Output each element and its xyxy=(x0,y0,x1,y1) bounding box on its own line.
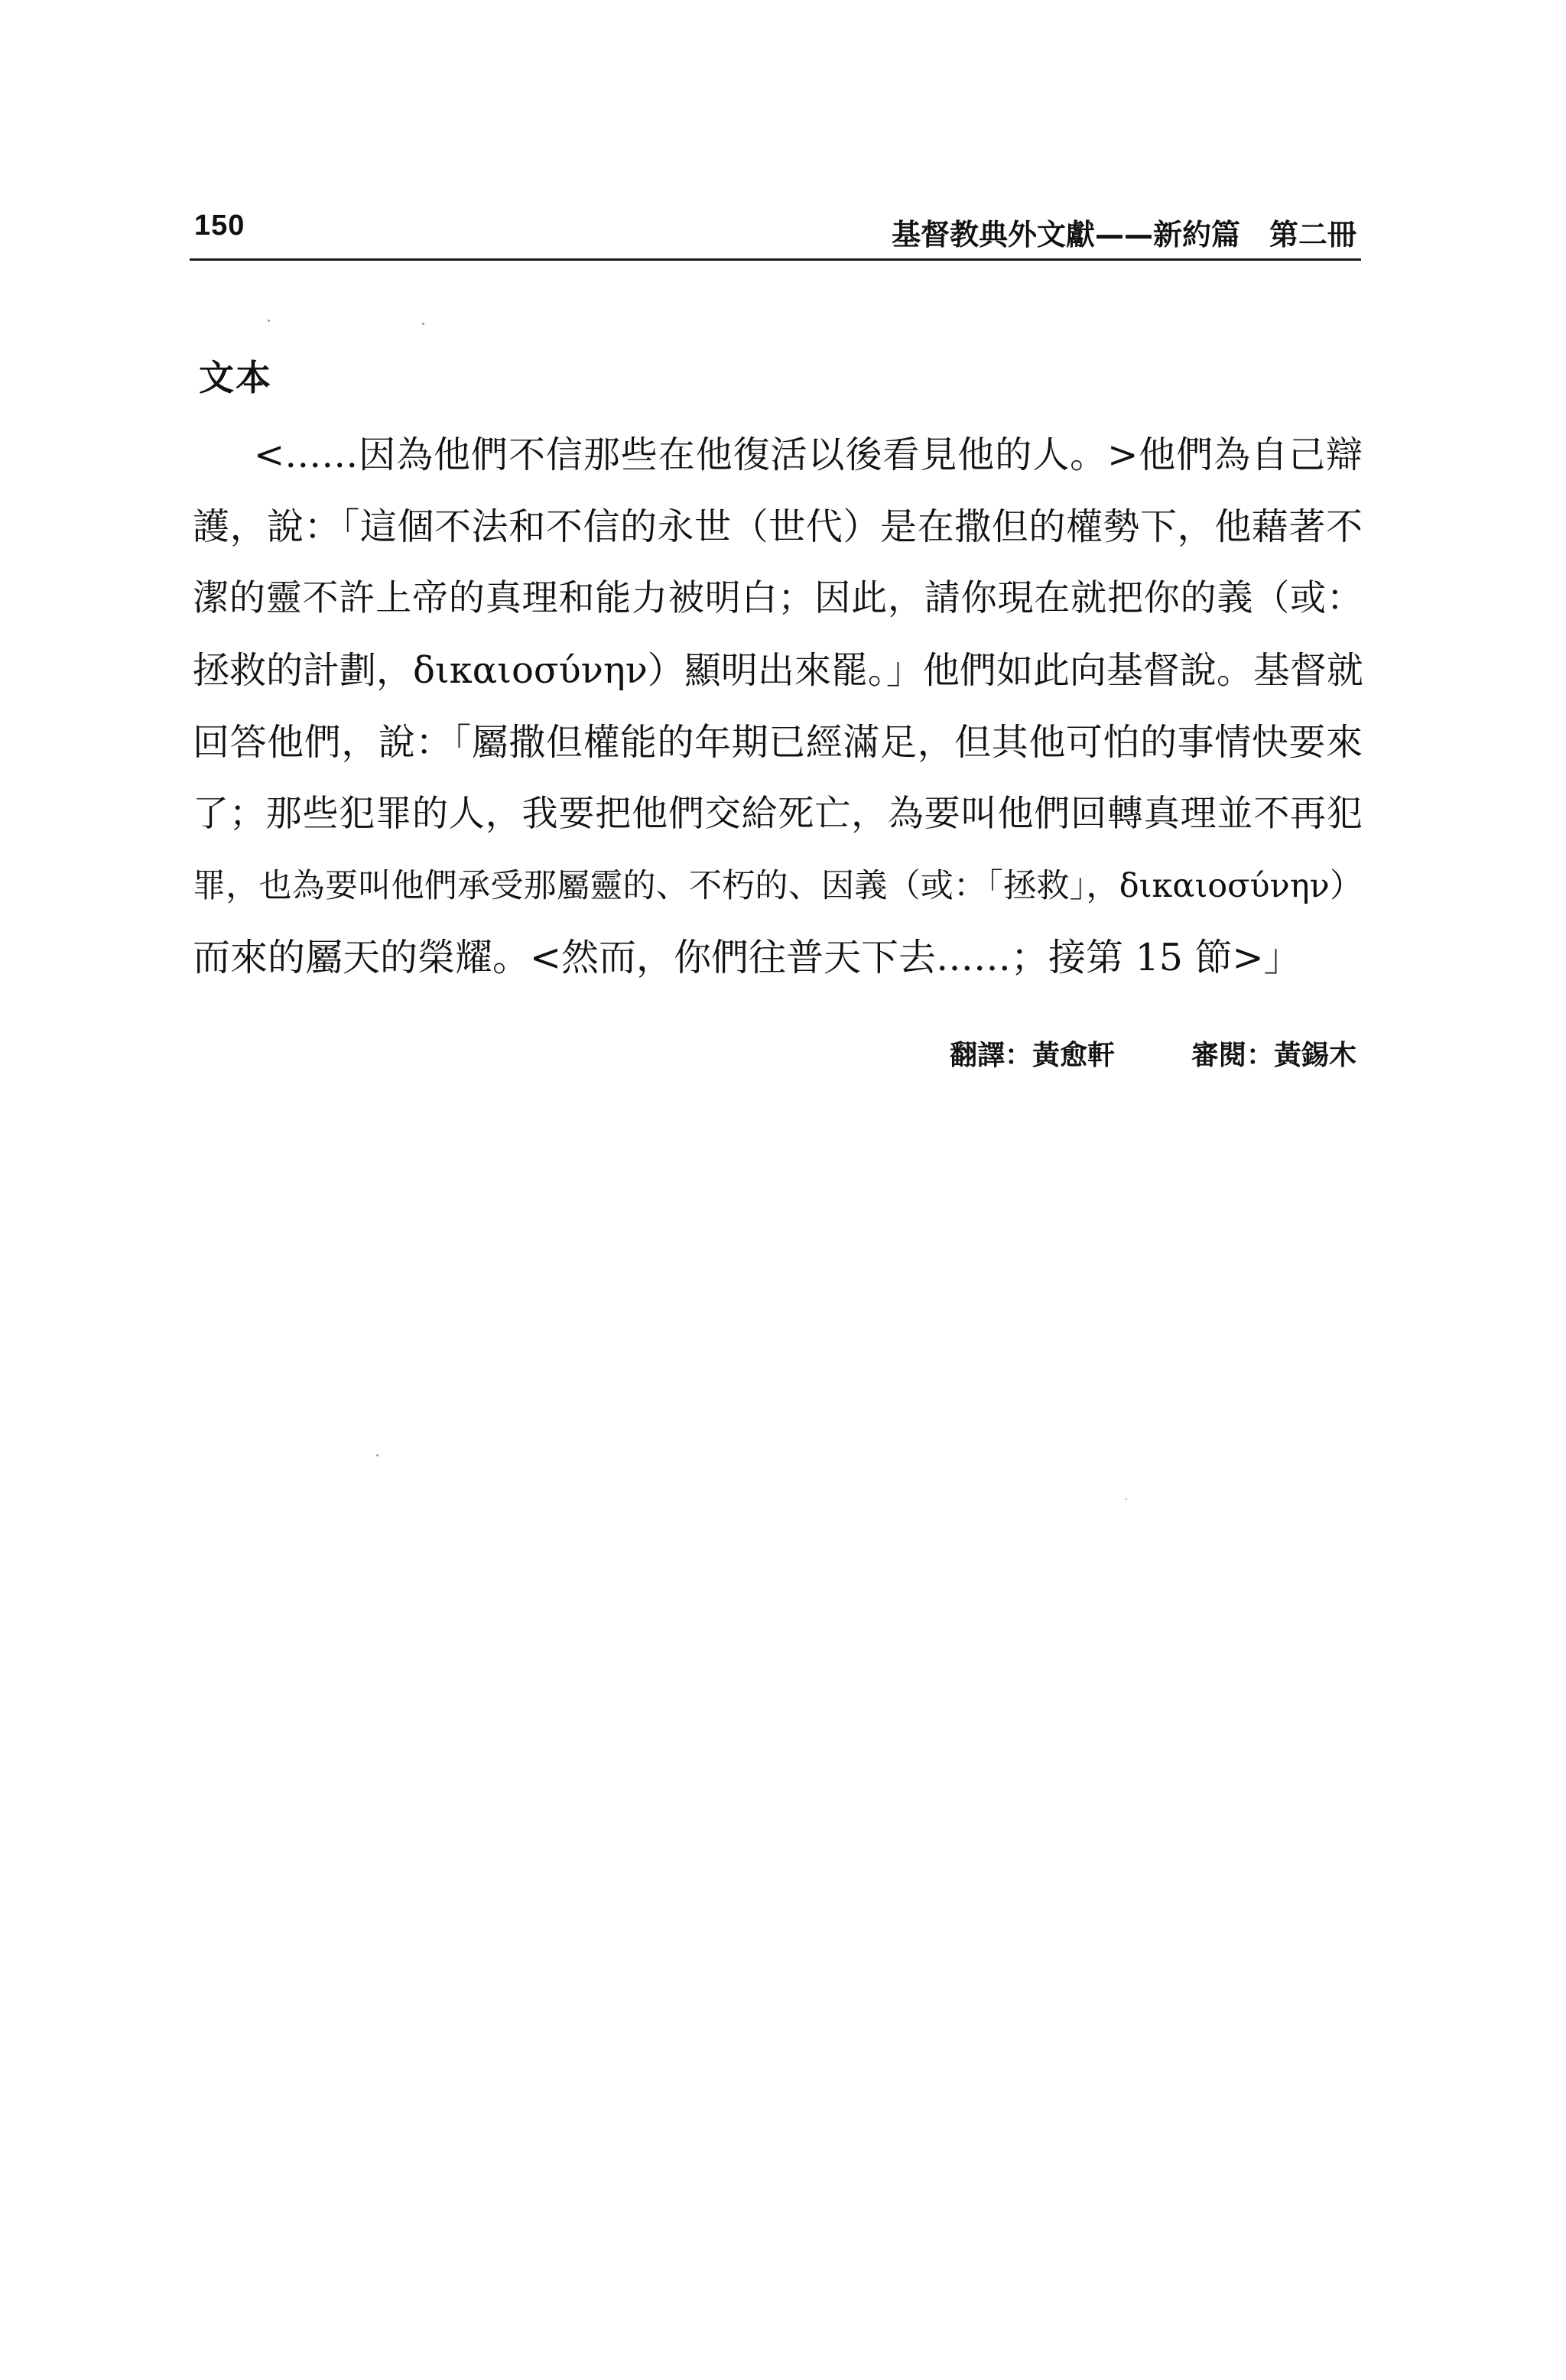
body-line: 罪，也為要叫他們承受那屬靈的、不朽的、因義（或：「拯救」，δικαιοσύνην） xyxy=(193,867,1363,905)
reviewer-credit: 審閱：黃錫木 xyxy=(1191,1040,1356,1071)
scan-speck xyxy=(268,320,270,322)
translator-credit: 翻譯：黃愈軒 xyxy=(949,1040,1115,1071)
body-line: 回答他們，說：「屬撒但權能的年期已經滿足，但其他可怕的事情快要來 xyxy=(193,721,1363,764)
body-line: 潔的靈不許上帝的真理和能力被明白；因此，請你現在就把你的義（或： xyxy=(193,577,1363,619)
section-heading: 文本 xyxy=(199,357,272,398)
body-line: 護，說：「這個不法和不信的永世（世代）是在撒但的權勢下，他藉著不 xyxy=(193,505,1363,548)
body-paragraph xyxy=(193,419,1363,994)
body-line: 而來的屬天的榮耀。<然而，你們往普天下去……；接第 15 節>」 xyxy=(193,936,1301,979)
scan-speck xyxy=(376,1454,379,1456)
credits xyxy=(950,1034,1356,1073)
scan-speck xyxy=(1126,1498,1127,1500)
body-line: 了；那些犯罪的人，我要把他們交給死亡，為要叫他們回轉真理並不再犯 xyxy=(193,793,1363,835)
body-line: 拯救的計劃，δικαιοσύνην）顯明出來罷。」他們如此向基督說。基督就 xyxy=(193,649,1363,692)
page-number: 150 xyxy=(194,209,245,242)
running-title: 基督教典外文獻——新約篇 第二冊 xyxy=(891,218,1356,252)
body-line: <……因為他們不信那些在他復活以後看見他的人。>他們為自己辯 xyxy=(254,433,1363,476)
page-header xyxy=(190,205,1361,261)
scan-speck xyxy=(422,323,424,325)
